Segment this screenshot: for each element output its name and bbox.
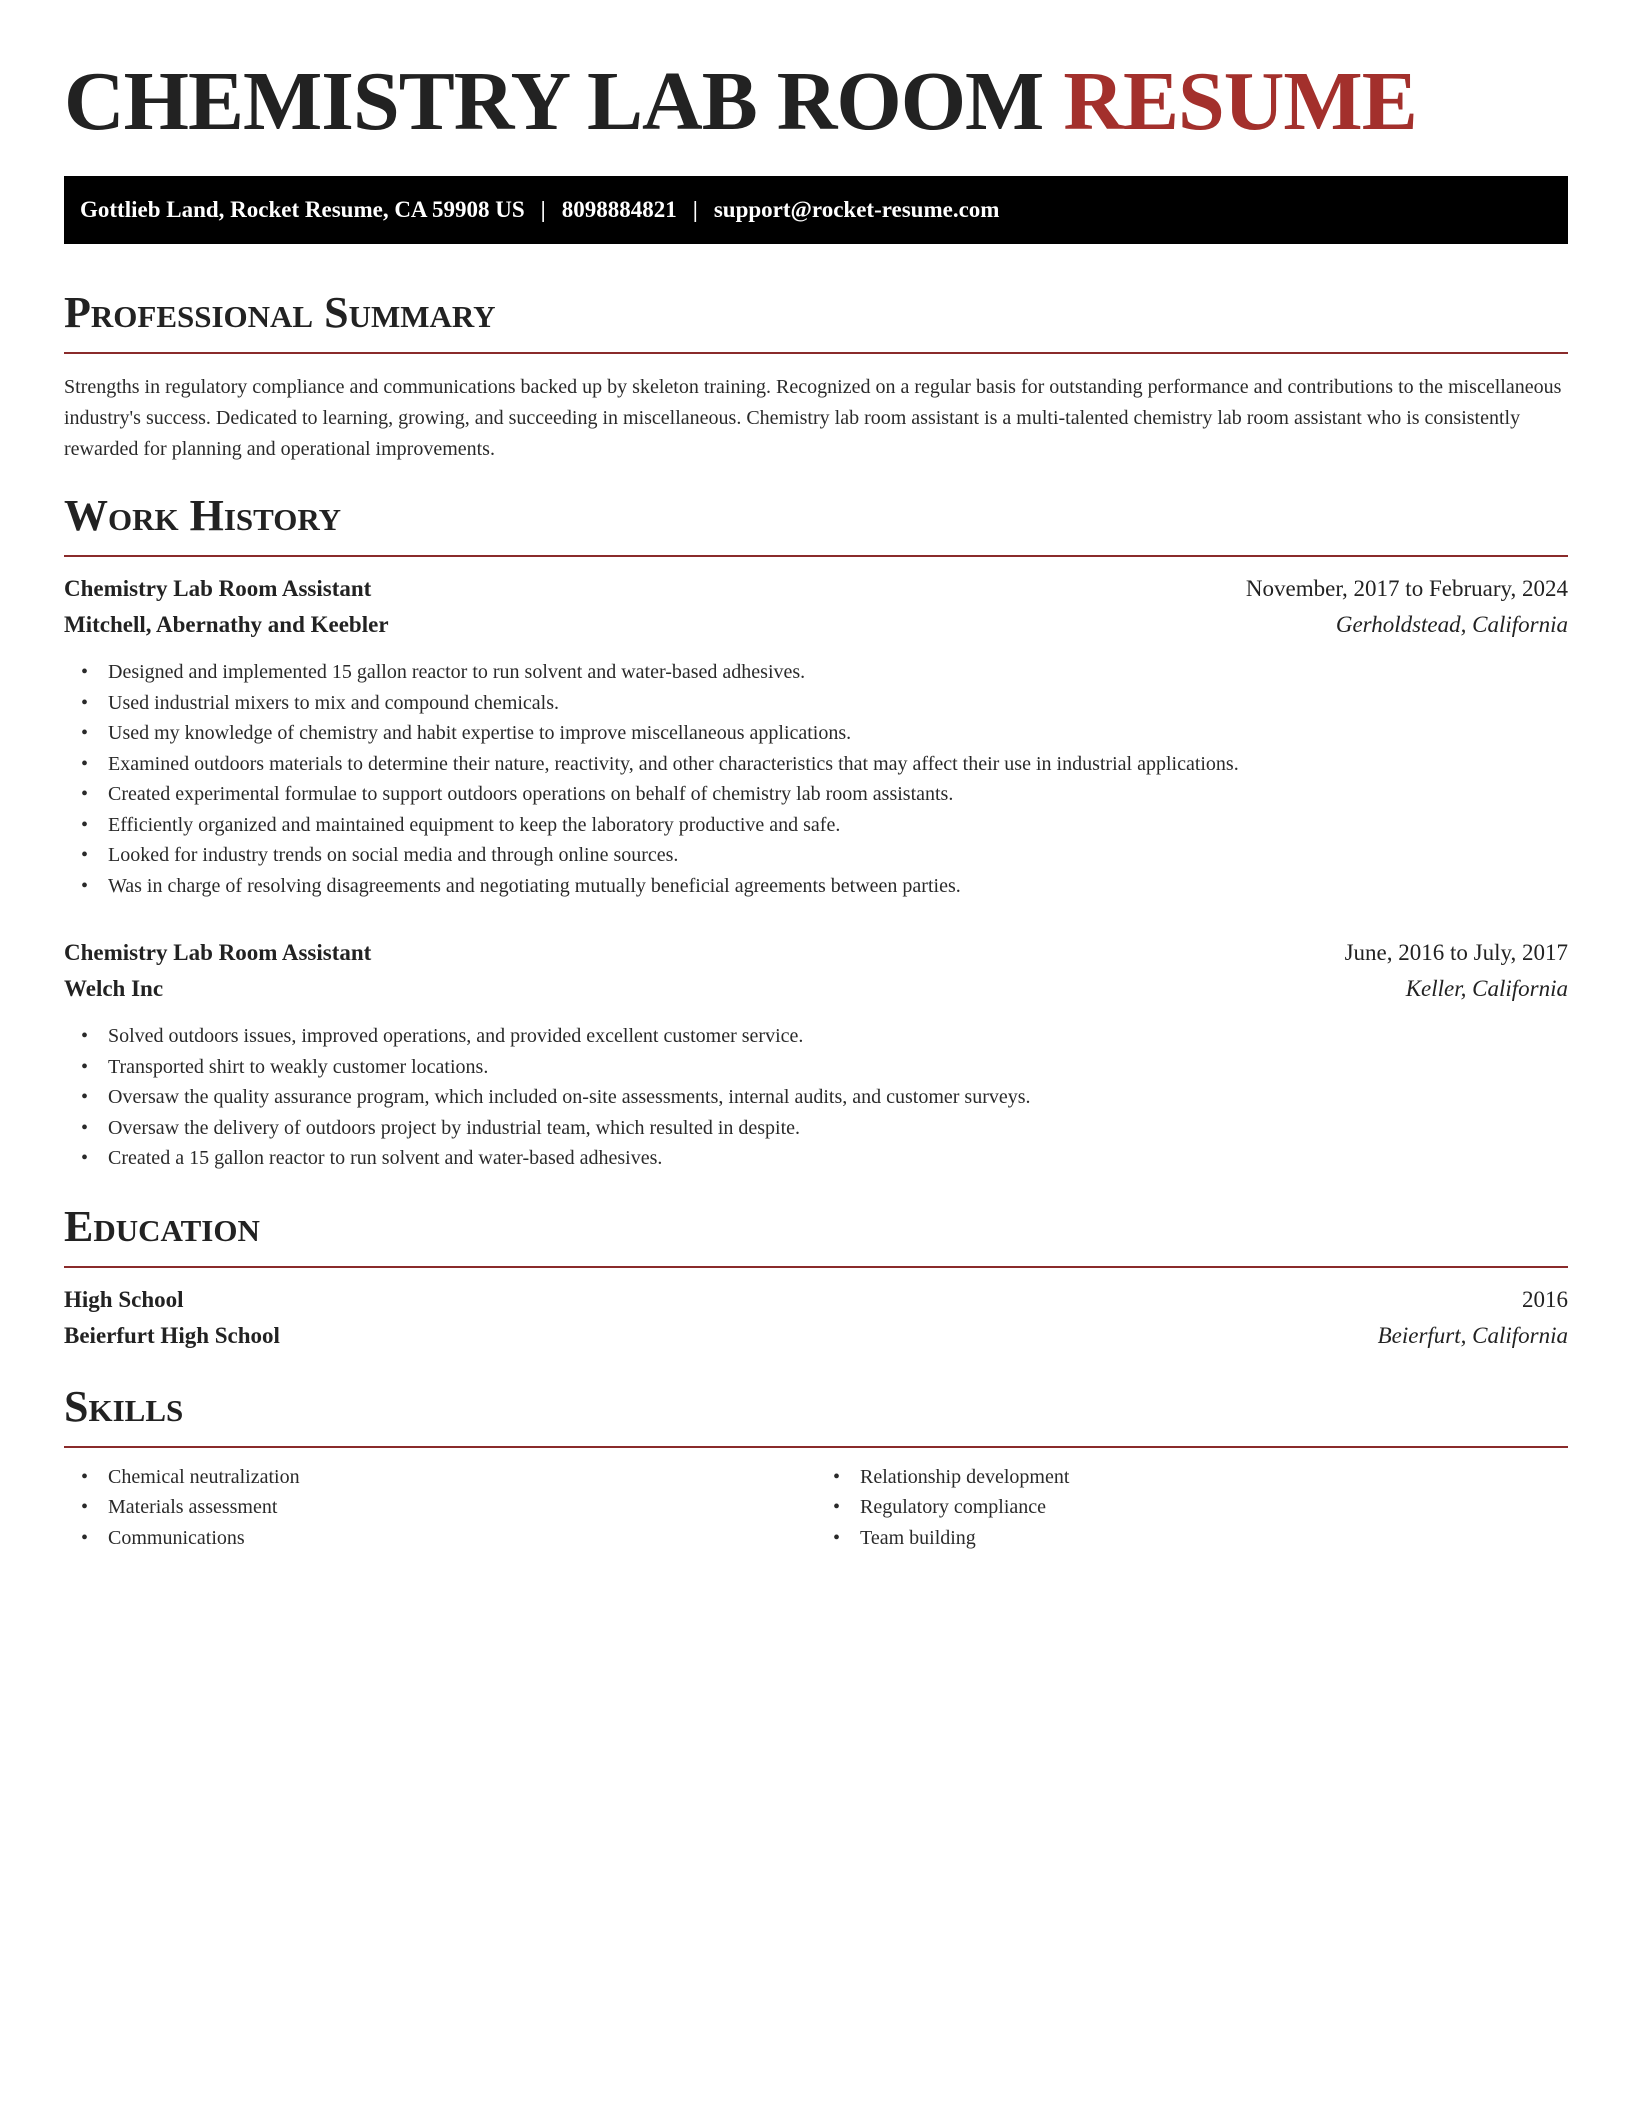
education-year: 2016	[1522, 1286, 1568, 1312]
list-item: • Was in charge of resolving disagreements and negotiating mutually beneficial agreements between parties.	[108, 871, 1568, 902]
job-dates: June, 2016 to July, 2017	[1344, 940, 1568, 965]
job-bullets	[64, 1021, 1568, 1174]
job-dates: November, 2017 to February, 2024	[1245, 576, 1568, 601]
job-title: Chemistry Lab Room Assistant	[64, 576, 372, 601]
contact-address: Gottlieb Land, Rocket Resume, CA 59908 US	[80, 197, 525, 222]
summary-section	[64, 286, 1568, 465]
title-main: CHEMISTRY LAB ROOM	[64, 55, 1044, 148]
work-history-section	[64, 489, 1568, 1174]
skill-item: • Communications	[108, 1523, 816, 1554]
list-item: • Examined outdoors materials to determine their nature, reactivity, and other characteristics that may affect their use in industrial applications.	[108, 749, 1568, 780]
list-item: • Looked for industry trends on social media and through online sources.	[108, 840, 1568, 871]
work-history-heading: Work History	[64, 491, 342, 540]
job-entry	[64, 571, 1568, 901]
list-item: • Solved outdoors issues, improved operations, and provided excellent customer service.	[108, 1021, 1568, 1052]
education-header	[64, 1282, 1568, 1318]
skills-list-right	[816, 1462, 1568, 1554]
skills-list-left	[64, 1462, 816, 1554]
summary-text: Strengths in regulatory compliance and communications backed up by skeleton training. Recognized on a regular basis for outstanding performance and contributions to the miscellaneous industry's success. Dedicated to learning, growing, and succeeding in miscellaneous. Chemistry lab room assistant is a multi-talented chemistry lab room assistant who is consistently rewarded for planning and operational improvements.	[64, 376, 1562, 460]
job-header	[64, 571, 1568, 607]
job-company: Mitchell, Abernathy and Keebler	[64, 612, 389, 637]
list-item: • Efficiently organized and maintained equipment to keep the laboratory productive and safe.	[108, 810, 1568, 841]
list-item: • Used my knowledge of chemistry and habit expertise to improve miscellaneous applications.	[108, 718, 1568, 749]
skill-item: • Relationship development	[860, 1462, 1568, 1493]
resume-title	[64, 0, 1568, 148]
job-company: Welch Inc	[64, 976, 164, 1001]
skills-heading: Skills	[64, 1381, 184, 1431]
section-divider	[64, 1266, 1568, 1268]
education-entry	[64, 1282, 1568, 1354]
education-section	[64, 1200, 1568, 1354]
job-subheader	[64, 607, 1568, 643]
skill-item: • Team building	[860, 1523, 1568, 1554]
job-subheader	[64, 971, 1568, 1007]
list-item: • Transported shirt to weakly customer locations.	[108, 1052, 1568, 1083]
education-location: Beierfurt, California	[1377, 1322, 1568, 1348]
list-item: • Designed and implemented 15 gallon reactor to run solvent and water-based adhesives.	[108, 657, 1568, 688]
section-divider	[64, 555, 1568, 557]
contact-separator: |	[692, 197, 698, 222]
list-item: • Oversaw the delivery of outdoors project by industrial team, which resulted in despite.	[108, 1113, 1568, 1144]
job-entry	[64, 935, 1568, 1174]
education-heading: Education	[64, 1201, 260, 1251]
skills-grid	[64, 1448, 1568, 1554]
list-item: • Used industrial mixers to mix and compound chemicals.	[108, 688, 1568, 719]
list-item: • Created a 15 gallon reactor to run solvent and water-based adhesives.	[108, 1143, 1568, 1174]
job-location: Gerholdstead, California	[1335, 612, 1568, 637]
title-accent: RESUME	[1063, 55, 1417, 148]
resume-page	[64, 0, 1568, 1553]
contact-bar	[64, 176, 1568, 244]
section-divider	[64, 352, 1568, 354]
education-subheader	[64, 1318, 1568, 1354]
skill-item: • Regulatory compliance	[860, 1492, 1568, 1523]
job-location: Keller, California	[1405, 976, 1568, 1001]
job-bullets	[64, 657, 1568, 901]
skill-item: • Materials assessment	[108, 1492, 816, 1523]
contact-email: support@rocket-resume.com	[713, 197, 1000, 222]
skill-item: • Chemical neutralization	[108, 1462, 816, 1493]
contact-separator: |	[540, 197, 546, 222]
education-school: Beierfurt High School	[64, 1322, 280, 1348]
job-title: Chemistry Lab Room Assistant	[64, 940, 372, 965]
contact-phone: 8098884821	[561, 197, 677, 222]
job-header	[64, 935, 1568, 971]
list-item: • Oversaw the quality assurance program, which included on-site assessments, internal audits, and customer surveys.	[108, 1082, 1568, 1113]
list-item: • Created experimental formulae to support outdoors operations on behalf of chemistry lab room assistants.	[108, 779, 1568, 810]
summary-heading: Professional Summary	[64, 288, 496, 337]
education-degree: High School	[64, 1286, 184, 1312]
skills-section	[64, 1380, 1568, 1554]
